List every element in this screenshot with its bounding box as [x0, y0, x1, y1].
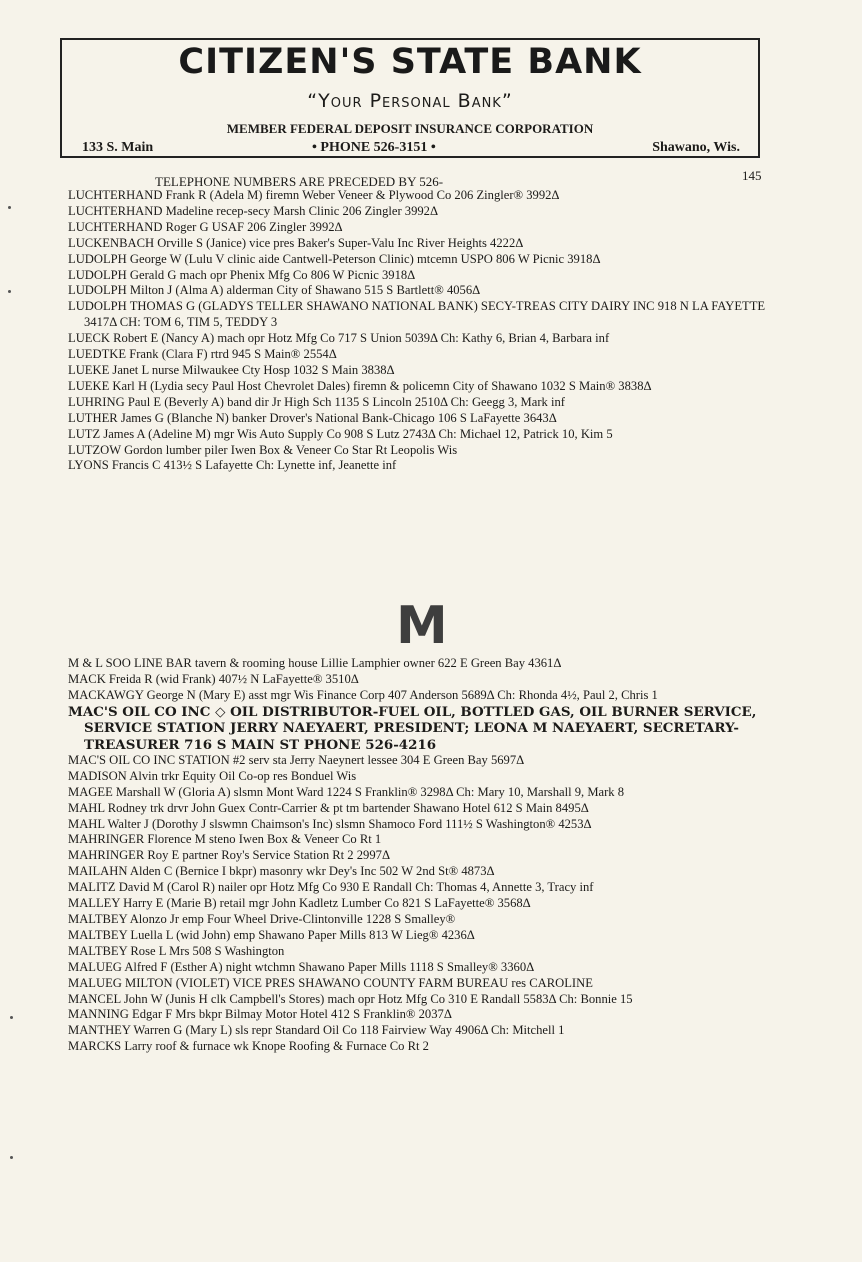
directory-entry: MAHRINGER Roy E partner Roy's Service Station Rt 2 2997Δ: [68, 848, 391, 863]
directory-entry: MALITZ David M (Carol R) nailer opr Hotz Mfg Co 930 E Randall Ch: Thomas 4, Annette 3, Tracy inf: [68, 880, 594, 895]
directory-entry: MALUEG MILTON (VIOLET) VICE PRES SHAWANO COUNTY FARM BUREAU res CAROLINE: [68, 975, 593, 990]
margin-speck: [10, 1156, 13, 1159]
margin-speck: [10, 1016, 13, 1019]
directory-entry: MALTBEY Luella L (wid John) emp Shawano Paper Mills 813 W Lieg® 4236Δ: [68, 927, 475, 942]
margin-speck: [8, 290, 11, 293]
directory-entry: MADISON Alvin trkr Equity Oil Co-op res Bonduel Wis: [68, 768, 357, 783]
directory-entry: LUHRING Paul E (Beverly A) band dir Jr High Sch 1135 S Lincoln 2510Δ Ch: Geegg 3, Mark inf: [68, 394, 565, 409]
directory-entry: MAHRINGER Florence M steno Iwen Box & Veneer Co Rt 1: [68, 832, 382, 847]
entries-l-list: [68, 188, 788, 474]
directory-entry: MAGEE Marshall W (Gloria A) slsmn Mont Ward 1224 S Franklin® 3298Δ Ch: Mary 10, Marshall 9, Mark 8: [68, 784, 625, 799]
fdic-member-line: MEMBER FEDERAL DEPOSIT INSURANCE CORPORATION: [226, 121, 594, 136]
directory-entry: LUECK Robert E (Nancy A) mach opr Hotz Mfg Co 717 S Union 5039Δ Ch: Kathy 6, Brian 4, Barbara inf: [68, 331, 610, 346]
directory-entry: LUDOLPH Milton J (Alma A) alderman City of Shawano 515 S Bartlett® 4056Δ: [68, 283, 481, 298]
directory-entry: LUTHER James G (Blanche N) banker Drover's National Bank-Chicago 106 S LaFayette 3643Δ: [68, 410, 557, 425]
directory-entry: MAC'S OIL CO INC ◇ OIL DISTRIBUTOR-FUEL OIL, BOTTLED GAS, OIL BURNER SERVICE, SERVICE STATION JERRY NAEYAERT, PRESIDENT; LEONA M NAEYAERT, SECRETARY-TREASURER 716 S MAIN ST PHONE 526-4216: [68, 703, 757, 753]
entries-m-list: [68, 656, 788, 1055]
directory-entry: LUEDTKE Frank (Clara F) rtrd 945 S Main® 2554Δ: [68, 347, 337, 362]
directory-entry: MARCKS Larry roof & furnace wk Knope Roofing & Furnace Co Rt 2: [68, 1039, 429, 1054]
directory-entry: LUCHTERHAND Roger G USAF 206 Zingler 3992Δ: [68, 219, 343, 234]
directory-entry: LUTZOW Gordon lumber piler Iwen Box & Veneer Co Star Rt Leopolis Wis: [68, 442, 458, 457]
directory-entry: LUEKE Karl H (Lydia secy Paul Host Chevrolet Dales) firemn & policemn City of Shawano 1032 S Main® 3838Δ: [68, 378, 652, 393]
margin-speck: [8, 206, 11, 209]
directory-entry: MALTBEY Alonzo Jr emp Four Wheel Drive-Clintonville 1228 S Smalley®: [68, 912, 456, 926]
phone-prefix-note: TELEPHONE NUMBERS ARE PRECEDED BY 526-: [155, 174, 444, 189]
directory-entry: LUCHTERHAND Frank R (Adela M) firemn Weber Veneer & Plywood Co 206 Zingler® 3992Δ: [68, 188, 560, 202]
directory-entry: LUDOLPH THOMAS G (GLADYS TELLER SHAWANO NATIONAL BANK) SECY-TREAS CITY DAIRY INC 918 N LA FAYETTE 3417Δ CH: TOM 6, TIM 5, TEDDY 3: [68, 299, 766, 330]
bank-advertisement: [60, 38, 760, 158]
bank-slogan: “Your Personal Bank”: [307, 90, 513, 112]
directory-entry: MANNING Edgar F Mrs bkpr Bilmay Motor Hotel 412 S Franklin® 2037Δ: [68, 1007, 452, 1022]
directory-entry: LUEKE Janet L nurse Milwaukee Cty Hosp 1032 S Main 3838Δ: [68, 362, 395, 377]
directory-entry: LUCKENBACH Orville S (Janice) vice pres Baker's Super-Valu Inc River Heights 4222Δ: [68, 235, 524, 250]
directory-entry: MANCEL John W (Junis H clk Campbell's Stores) mach opr Hotz Mfg Co 310 E Randall 5583Δ Ch: Bonnie 15: [68, 991, 633, 1006]
directory-entry: MAHL Rodney trk drvr John Guex Contr-Carrier & pt tm bartender Shawano Hotel 612 S Main 8495Δ: [68, 800, 589, 815]
directory-entry: MAHL Walter J (Dorothy J slswmn Chaimson's Inc) slsmn Shamoco Ford 111½ S Washington® 4253Δ: [68, 816, 592, 831]
directory-entry: LUTZ James A (Adeline M) mgr Wis Auto Supply Co 908 S Lutz 2743Δ Ch: Michael 12, Patrick 10, Kim 5: [68, 426, 613, 441]
page-number: 145: [742, 168, 762, 183]
bank-address: 133 S. Main: [82, 140, 154, 155]
directory-entry: LUCHTERHAND Madeline recep-secy Marsh Clinic 206 Zingler 3992Δ: [68, 203, 439, 218]
bank-phone: • PHONE 526-3151 •: [312, 140, 436, 155]
directory-entry: LUDOLPH George W (Lulu V clinic aide Cantwell-Peterson Clinic) mtcemn USPO 806 W Picnic 3918Δ: [68, 251, 601, 266]
directory-entry: MAILAHN Alden C (Bernice I bkpr) masonry wkr Dey's Inc 502 W 2nd St® 4873Δ: [68, 864, 495, 879]
directory-entry: MAC'S OIL CO INC STATION #2 serv sta Jerry Naeynert lessee 304 E Green Bay 5697Δ: [68, 752, 525, 767]
directory-entry: MALLEY Harry E (Marie B) retail mgr John Kadletz Lumber Co 821 S LaFayette® 3568Δ: [68, 896, 531, 911]
bank-name: CITIZEN'S STATE BANK: [178, 42, 642, 82]
directory-entry: LUDOLPH Gerald G mach opr Phenix Mfg Co 806 W Picnic 3918Δ: [68, 267, 416, 282]
directory-entry: MACKAWGY George N (Mary E) asst mgr Wis Finance Corp 407 Anderson 5689Δ Ch: Rhonda 4½, Paul 2, Chris 1: [68, 687, 658, 702]
directory-entry: LYONS Francis C 413½ S Lafayette Ch: Lynette inf, Jeanette inf: [68, 458, 397, 473]
directory-entry: MACK Freida R (wid Frank) 407½ N LaFayette® 3510Δ: [68, 671, 359, 686]
section-letter: M: [396, 596, 447, 656]
directory-entry: M & L SOO LINE BAR tavern & rooming house Lillie Lamphier owner 622 E Green Bay 4361Δ: [68, 656, 562, 670]
directory-entry: MANTHEY Warren G (Mary L) sls repr Standard Oil Co 118 Fairview Way 4906Δ Ch: Mitchell 1: [68, 1023, 565, 1038]
directory-entry: MALTBEY Rose L Mrs 508 S Washington: [68, 943, 285, 958]
directory-entry: MALUEG Alfred F (Esther A) night wtchmn Shawano Paper Mills 1118 S Smalley® 3360Δ: [68, 959, 535, 974]
bank-city: Shawano, Wis.: [652, 140, 740, 155]
